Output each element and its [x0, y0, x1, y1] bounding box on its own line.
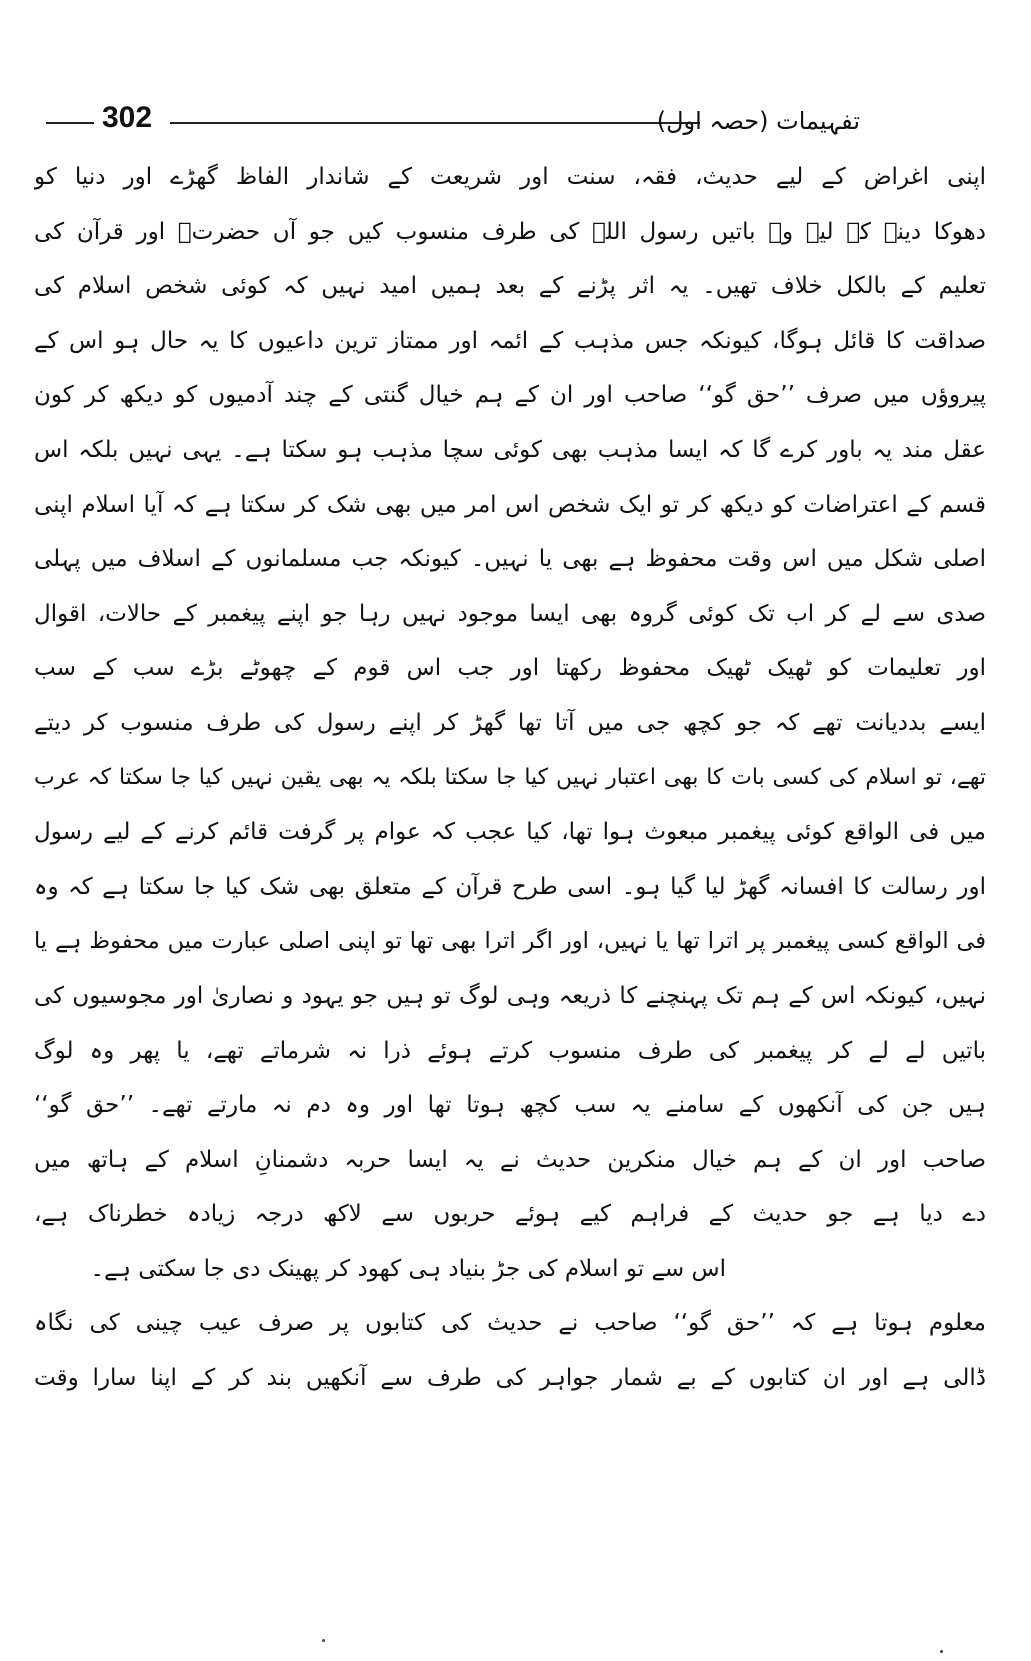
text-line: تھے، تو اسلام کی کسی بات کا بھی اعتبار نہیں کیا جا سکتا بلکہ یہ بھی یقین نہیں کیا جا سکتا کہ عرب [34, 764, 986, 790]
text-line: اور تعلیمات کو ٹھیک ٹھیک محفوظ رکھتا اور جب اس قوم کے چھوٹے بڑے سب کے سب [34, 655, 986, 682]
text-line: ڈالی ہے اور ان کتابوں کے بے شمار جواہر کی طرف سے آنکھیں بند کر کے اپنا سارا وقت [34, 1365, 986, 1392]
text-line: عقل مند یہ باور کرے گا کہ ایسا مذہب بھی کوئی سچا مذہب ہو سکتا ہے۔ یہی نہیں بلکہ اس [34, 436, 986, 463]
body-text [34, 150, 986, 1406]
text-line: تعلیم کے بالکل خلاف تھیں۔ یہ اثر پڑنے کے بعد ہمیں امید نہیں کہ کوئی شخص اسلام کی [34, 273, 986, 300]
text-line: باتیں لے لے کر پیغمبر کی طرف منسوب کرتے ہوئے ذرا نہ شرماتے تھے، یا پھر وہ لوگ [34, 1037, 986, 1064]
text-line: قسم کے اعتراضات کو دیکھ کر تو ایک شخص اس امر میں بھی شک کر سکتا ہے کہ آیا اسلام اپنی [34, 491, 986, 518]
text-line: فی الواقع کسی پیغمبر پر اترا تھا یا نہیں، اور اگر اترا بھی تھا تو اپنی اصلی عبارت میں محفوظ ہے یا [34, 928, 986, 955]
page-number: 302 [102, 101, 153, 134]
text-line: ایسے بددیانت تھے کہ جو کچھ جی میں آتا تھا گھڑ کر اپنے رسول کی طرف منسوب کر دیتے [34, 709, 986, 736]
header-rule-middle [170, 122, 700, 124]
text-line: صداقت کا قائل ہوگا، کیونکہ جس مذہب کے ائمہ اور ممتاز ترین داعیوں کا یہ حال ہو اس کے [34, 327, 986, 354]
page-header [40, 98, 860, 142]
paragraph-end-line: اس سے تو اسلام کی جڑ بنیاد ہی کھود کر پھینک دی جا سکتی ہے۔ [90, 1255, 726, 1282]
text-line: نہیں، کیونکہ اس کے ہم تک پہنچنے کا ذریعہ وہی لوگ تو ہیں جو یہود و نصاریٰ اور مجوسیوں کی [34, 982, 986, 1009]
paragraph-start-line: معلوم ہوتا ہے کہ ’’حق گو‘‘ صاحب نے حدیث کی کتابوں پر صرف عیب چینی کی نگاہ [34, 1310, 986, 1337]
text-line: صدی سے لے کر اب تک کوئی گروہ بھی ایسا موجود نہیں رہا جو اپنے پیغمبر کے حالات، اقوال [34, 600, 986, 627]
running-title: تفہیمات (حصہ اول) [656, 107, 860, 135]
scan-speck [940, 1650, 943, 1653]
text-line: دے دیا ہے جو حدیث کے فراہم کیے ہوئے حربوں سے لاکھ درجہ زیادہ خطرناک ہے، [34, 1201, 986, 1228]
text-line: میں فی الواقع کوئی پیغمبر مبعوث ہوا تھا، کیا عجب کہ عوام پر گرفت قائم کرنے کے لیے رسول [34, 819, 986, 846]
text-line: پیروؤں میں صرف ’’حق گو‘‘ صاحب اور ان کے ہم خیال گنتی کے چند آدمیوں کو دیکھ کر کون [34, 382, 986, 409]
text-line: اور رسالت کا افسانہ گھڑ لیا گیا ہو۔ اسی طرح قرآن کے متعلق بھی شک کیا جا سکتا ہے کہ وہ [34, 873, 986, 900]
text-line: ہیں جن کی آنکھوں کے سامنے یہ سب کچھ ہوتا تھا اور وہ دم نہ مارتے تھے۔ ’’حق گو‘‘ [34, 1092, 986, 1119]
header-rule-left [46, 122, 94, 124]
text-line: اصلی شکل میں اس وقت محفوظ ہے بھی یا نہیں۔ کیونکہ جب مسلمانوں کے اسلاف میں پہلی [34, 546, 986, 573]
scan-speck [322, 1639, 325, 1642]
text-line: اپنی اغراض کے لیے حدیث، فقہ، سنت اور شریعت کے شاندار الفاظ گھڑے اور دنیا کو [34, 164, 986, 190]
text-line: صاحب اور ان کے ہم خیال منکرین حدیث نے یہ ایسا حربہ دشمنانِ اسلام کے ہاتھ میں [34, 1146, 986, 1173]
text-line: دھوکا دینے کے لیے وہ باتیں رسول اللہ کی طرف منسوب کیں جو آں حضرتؐ اور قرآن کی [34, 218, 986, 245]
